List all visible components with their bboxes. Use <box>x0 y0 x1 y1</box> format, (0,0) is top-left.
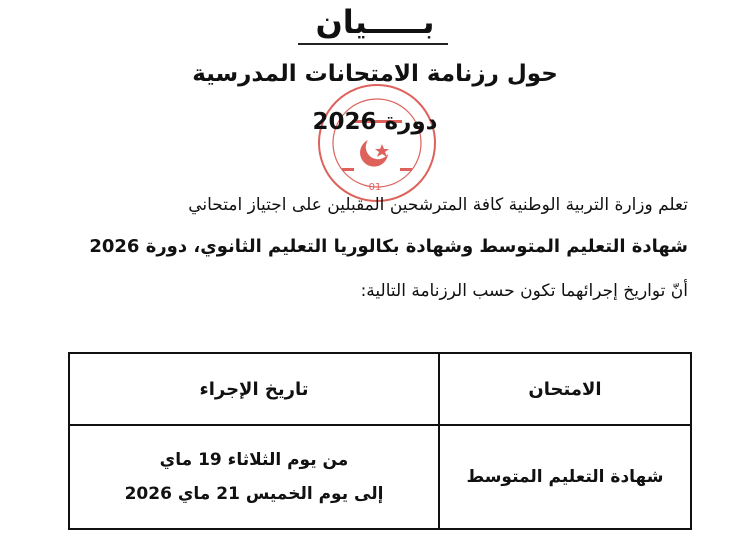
date-start: من يوم الثلاثاء 19 ماي <box>159 450 349 470</box>
header-exam: الامتحان <box>439 353 691 425</box>
paragraph-line-1: تعلم وزارة التربية الوطنية كافة المترشحين المقبلين على اجتياز امتحاني <box>188 195 688 215</box>
session-year: دورة 2026 <box>312 109 438 135</box>
document-title: بـــــيان <box>315 3 435 41</box>
schedule-table <box>68 352 692 530</box>
table-row <box>69 425 691 529</box>
header-date: تاريخ الإجراء <box>69 353 439 425</box>
paragraph-line-2: شهادة التعليم المتوسط وشهادة بكالوريا التعليم الثانوي، دورة 2026 <box>89 236 688 257</box>
table-header-row <box>69 353 691 425</box>
date-end: إلى يوم الخميس 21 ماي 2026 <box>124 484 384 504</box>
paragraph-line-3: أنّ تواريخ إجرائهما تكون حسب الرزنامة التالية: <box>360 281 688 301</box>
document-subtitle: حول رزنامة الامتحانات المدرسية <box>192 61 558 87</box>
title-underline <box>298 43 448 45</box>
cell-exam-dates <box>69 425 439 529</box>
stamp-number: 01 <box>368 182 382 193</box>
cell-exam-name: شهادة التعليم المتوسط <box>439 425 691 529</box>
